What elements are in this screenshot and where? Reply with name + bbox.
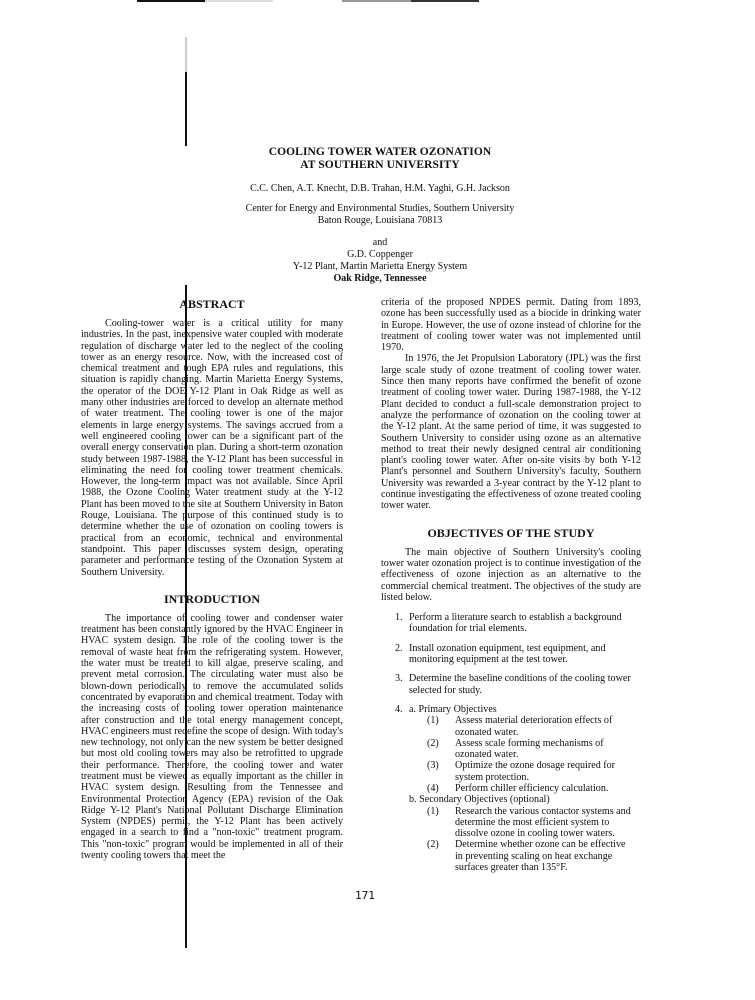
objective-item-4 [395, 704, 635, 873]
scan-artifact-vertical-line [185, 72, 187, 146]
page-number: 171 [355, 889, 375, 902]
scan-artifact-vertical-line [185, 37, 187, 72]
affiliation-line-2: Baton Rouge, Louisiana 70813 [317, 215, 443, 226]
primary-objective [423, 760, 635, 783]
objective-text: Install ozonation equipment, test equipment, and monitoring equipment at the test tower. [409, 642, 606, 666]
abstract-text: Cooling-tower water is a critical utility for many industries. In the past, inexpensive water coupled with moderate regulation of discharge water led to the neglect of the cooling tower as an energy resource. Now, with the increased cost of chemical treatment and tough EPA rules and regulations, this situation is rapidly changing. Martin Marietta Energy Systems, the operator of the DOE Y-12 Plant in Oak Ridge as well as many other industries are forced to develop an alternate method of water treatment. The cooling tower is one of the major elements in large energy systems. The savings accrued from a well engineered cooling tower can be a significant part of the overall energy conservation plan. During a short-term ozonation study between 1987-1988, the Y-12 Plant has been successful in eliminating the need for cooling tower treatment chemicals. However, the long-term impact was not available. Since April 1988, the Ozone Cooling Water treatment study at the Y-12 Plant has been moved to the site at Southern University in Baton Rouge, Louisiana. The purpose of this continued study is to determine whether the use of ozonation on cooling towers is practical from an economic, technical and environmental standpoint. This paper discusses system design, operating parameter and performance testing of the Ozonation System at Southern University. [81, 318, 343, 578]
sub-text: Research the various contactor systems and determine the most efficient system to dissolve ozone in cooling tower waters. [455, 805, 631, 840]
sub-number: (1) [427, 715, 439, 727]
coauthor: G.D. Coppenger [347, 249, 413, 260]
sub-number: (1) [427, 805, 439, 817]
left-column [81, 297, 343, 861]
objective-text: Determine the baseline conditions of the cooling tower selected for study. [409, 673, 631, 696]
objective-number: 4. [395, 703, 403, 715]
paper-title-line-2: AT SOUTHERN UNIVERSITY [300, 159, 460, 171]
introduction-heading: INTRODUCTION [163, 591, 260, 606]
sub-number: (2) [427, 839, 439, 851]
paper-title-line-1: COOLING TOWER WATER OZONATION [268, 146, 492, 158]
objective-item [395, 612, 635, 635]
author-list: C.C. Chen, A.T. Knecht, D.B. Trahan, H.M. Yaghi, G.H. Jackson [250, 183, 510, 194]
and-separator: and [372, 237, 388, 248]
primary-objective [423, 783, 635, 794]
sub-text: Determine whether ozone can be effective in preventing scaling on heat exchange surfaces greater than 135°F. [455, 839, 626, 874]
introduction-paragraph-2: In 1976, the Jet Propulsion Laboratory (JPL) was the first large scale study of ozone treatment of cooling tower water. Since then many reports have confirmed the benefit of ozone treatment of cooling tower water. During 1987-1988, the Y-12 Plant decided to conduct a full-scale demonstration project to analyze the performance of ozonation on the cooling tower at the Y-12 plant. At the same period of time, it was suggested to Southern University to consider using ozone as an alternative method to treat their newly designed central air conditioning plant's cooling tower water. After on-site visits by both Y-12 Plant's personnel and Southern University's faculty, Southern University was rewarded a 3-year contract by the Y-12 plant to continue investigating the effectiveness of ozone treated cooling tower water. [381, 353, 641, 512]
primary-objective [423, 715, 635, 738]
sub-number: (2) [427, 737, 439, 749]
sub-text: Assess material deterioration effects of ozonated water. [455, 715, 613, 738]
affiliation-line-1: Center for Energy and Environmental Studies, Southern University [245, 203, 515, 214]
objectives-list [395, 612, 635, 873]
objectives-intro: The main objective of Southern University's cooling tower water ozonation project is to continue investigation of the effectiveness of ozone injection as an alternative to the commercial chemical treatment. The objectives of the study are listed below. [381, 546, 641, 603]
scan-artifact-line [411, 0, 479, 2]
primary-objectives-label: a. Primary Objectives [409, 703, 497, 715]
objective-number: 3. [395, 673, 403, 685]
affiliation2-line-1: Y-12 Plant, Martin Marietta Energy System [292, 261, 468, 272]
sub-number: (3) [427, 760, 439, 772]
objective-text: Perform a literature search to establish a background foundation for trial elements. [409, 612, 622, 635]
abstract-heading: ABSTRACT [179, 297, 245, 311]
objective-item [395, 643, 635, 666]
sub-text: Optimize the ozone dosage required for system protection. [455, 760, 616, 783]
scan-artifact-line [137, 0, 205, 2]
secondary-objective [423, 806, 635, 840]
sub-text: Assess scale forming mechanisms of ozonated water. [455, 737, 604, 761]
objective-number: 2. [395, 642, 403, 654]
objectives-heading: OBJECTIVES OF THE STUDY [427, 525, 595, 540]
primary-objective [423, 738, 635, 761]
right-column [381, 297, 641, 881]
objective-number: 1. [395, 612, 403, 624]
paper-header [150, 146, 610, 285]
secondary-objectives-label: b. Secondary Objectives (optional) [409, 794, 550, 806]
introduction-text: The importance of cooling tower and condenser water treatment has been constantly ignored by the HVAC Engineer in HVAC system design. The role of the cooling tower is the removal of waste heat from the refrigerating system. However, the water must be treated to kill algae, preserve scaling, and prevent metal corrosion. The circulating water must also be blown-down periodically to remove the accumulated solids concentrated by evaporation and chemical treatment. Today with the increasing costs of cooling tower operation maintenance after construction and the total energy management concept, HVAC engineers must redefine the scope of design. With today's new technology, not only can the new system be better designed but most old cooling towers may also be retrofitted to upgrade their performance. Therefore, the cooling tower and water treatment must be viewed as equally important as the chiller in HVAC system design. Resulting from the Tennessee and Environmental Protection Agency (EPA) revision of the Oak Ridge Y-12 Plant's National Pollutant Discharge Elimination System (NPDES) permit, the Y-12 Plant has been actively engaged in a search to find a "non-toxic" treatment program. This "non-toxic" program would be implemented in all of their twenty cooling towers that meet the [81, 612, 343, 862]
objective-item [395, 673, 635, 696]
scan-artifact-line [342, 0, 411, 2]
affiliation2-line-2: Oak Ridge, Tennessee [333, 273, 427, 284]
secondary-objective [423, 839, 635, 873]
sub-number: (4) [427, 782, 439, 794]
sub-text: Perform chiller efficiency calculation. [455, 782, 609, 794]
scan-artifact-line [205, 0, 273, 2]
introduction-continuation: criteria of the proposed NPDES permit. Dating from 1893, ozone has been successfully used as a biocide in drinking water in Europe. However, the use of ozone instead of chlorine for the treatment of cooling tower water was not implemented until 1970. [381, 297, 641, 354]
